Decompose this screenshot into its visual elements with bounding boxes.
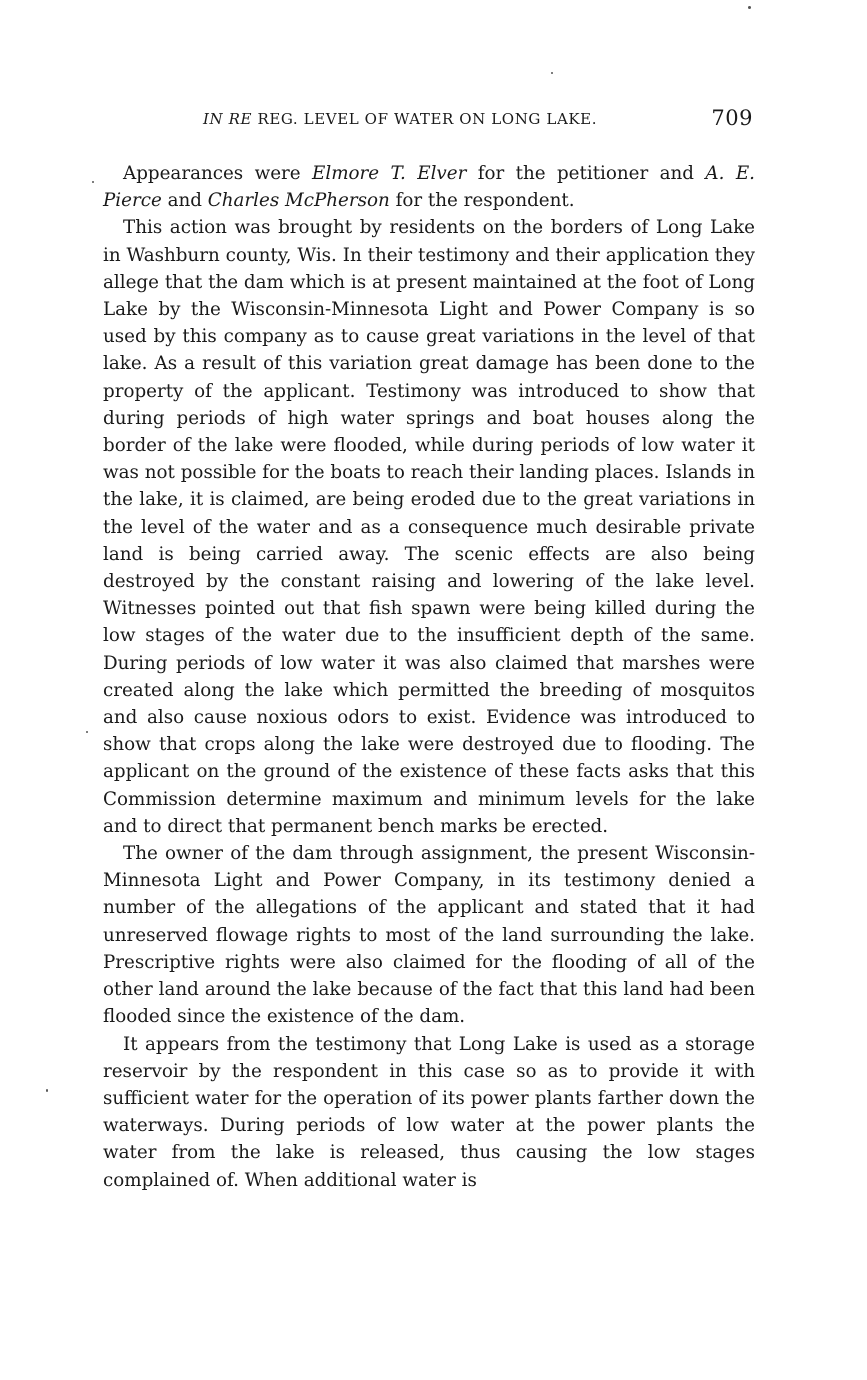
page-number: 709 — [711, 106, 753, 130]
appearances-text-4: for the respondent. — [389, 190, 575, 212]
case-prefix: IN RE — [203, 110, 253, 128]
scan-speck — [551, 72, 553, 74]
respondent-counsel-2: Charles McPherson — [207, 190, 390, 212]
running-header — [103, 106, 753, 136]
appearances-text-3: and — [161, 190, 208, 212]
running-title-text: REG. LEVEL OF WATER ON LONG LAKE. — [257, 110, 598, 128]
scan-speck — [92, 181, 94, 183]
body-text — [103, 160, 755, 1194]
scan-speck — [86, 731, 88, 733]
running-title — [203, 110, 597, 128]
paragraph-testimony: It appears from the testimony that Long Lake is used as a storage reservoir by the respondent in this case so as to provide it with sufficient water for the operation of its power plants farther down the waterways. During periods of low water at the power plants the water from the lake is released, thus causing the low stages complained of. When additional water is — [103, 1033, 755, 1191]
scan-speck — [748, 6, 751, 9]
appearances-text-1: Appearances were — [123, 163, 313, 184]
petitioner-counsel: Elmore T. Elver — [312, 163, 467, 184]
appearances-text-2: for the petitioner and — [466, 163, 706, 184]
paragraph-action: This action was brought by residents on the borders of Long Lake in Washburn county, Wis. In their testimony and their application they allege that the dam which is at present maintained at the foot of Long Lake by the Wisconsin-Minnesota Light and Power Company is so used by this company as to cause great variations in the level of that lake. As a result of this variation great damage has been done to the property of the applicant. Testimony was introduced to show that during periods of high water springs and boat houses along the border of the lake were flooded, while during periods of low water it was not possible for the boats to reach their landing places. Islands in the lake, it is claimed, are being eroded due to the great variations in the level of the water and as a consequence much desirable private land is being carried away. The scenic effects are also being destroyed by the constant raising and lowering of the lake level. Witnesses pointed out that fish spawn were being killed during the low stages of the water due to the insufficient depth of the same. During periods of low water it was also claimed that marshes were created along the lake which permitted the breeding of mosquitos and also cause noxious odors to exist. Evidence was introduced to show that crops along the lake were destroyed due to flooding. The applicant on the ground of the existence of these facts asks that this Commission determine maximum and minimum levels for the lake and to direct that permanent bench marks be erected. — [103, 217, 755, 837]
respondent-counsel-1: A. E. Pierce — [103, 163, 755, 212]
paragraph-owner: The owner of the dam through assignment, the present Wisconsin-Minnesota Light and Power Company, in its testimony denied a number of the allegations of the applicant and stated that it had unreserved flowage rights to most of the land surrounding the lake. Prescriptive rights were also claimed for the flooding of all of the other land around the lake because of the fact that this land had been flooded since the existence of the dam. — [103, 843, 755, 1028]
appearances-paragraph — [103, 160, 755, 214]
scan-speck — [46, 1089, 48, 1092]
